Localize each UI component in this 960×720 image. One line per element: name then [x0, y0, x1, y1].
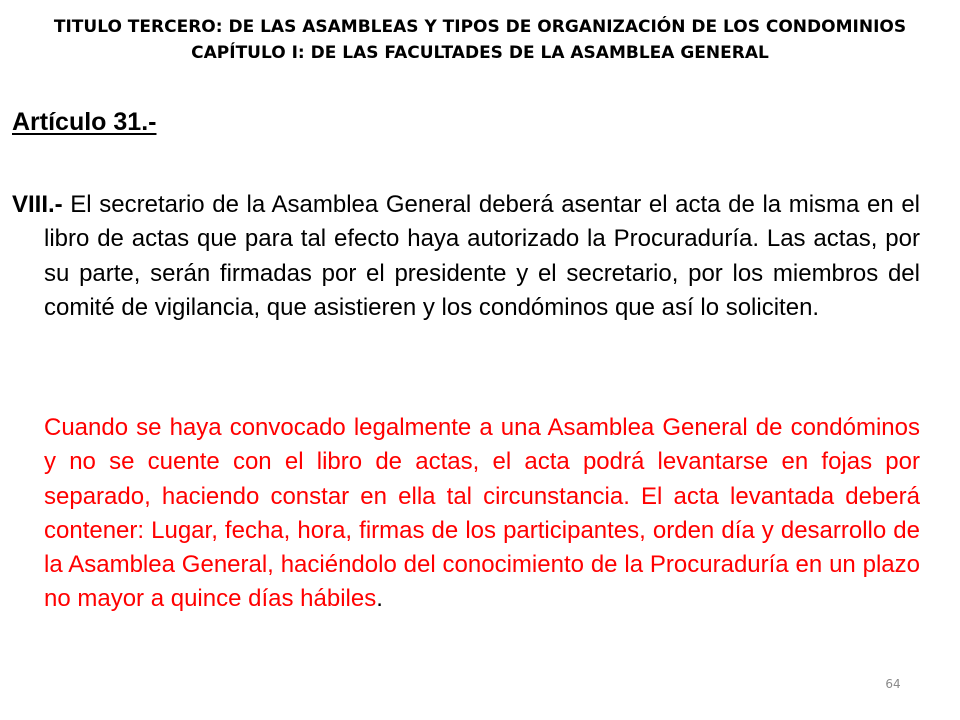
- slide-header: [0, 14, 960, 66]
- reform-text: Cuando se haya convocado legalmente a una Asamblea General de condóminos y no se cuente con el libro de actas, el acta podrá levantarse en fojas por separado, haciendo constar en ella tal circunstancia. El acta levantada deberá contener: Lugar, fecha, hora, firmas de los participantes, orden día y desarrollo de la Asamblea General, haciéndolo del conocimiento de la Procuraduría en un plazo no mayor a quince días hábiles: [44, 414, 920, 613]
- fraction-text: El secretario de la Asamblea General deberá asentar el acta de la misma en el libro de actas que para tal efecto haya autorizado la Procuraduría. Las actas, por su parte, serán firmadas por el presidente y el secretario, por los miembros del comité de vigilancia, que asistieren y los condóminos que así lo soliciten.: [44, 191, 920, 321]
- article-heading: Artículo 31.-: [12, 108, 157, 136]
- reform-paragraph: [44, 411, 920, 617]
- fraction-number: VIII.-: [12, 191, 71, 218]
- header-title-line: TITULO TERCERO: DE LAS ASAMBLEAS Y TIPOS DE ORGANIZACIÓN DE LOS CONDOMINIOS: [53, 17, 907, 37]
- reform-final-period: .: [376, 585, 383, 613]
- fraction-viii-paragraph: [12, 188, 920, 325]
- page-number: 64: [885, 677, 901, 691]
- header-chapter-line: CAPÍTULO I: DE LAS FACULTADES DE LA ASAMBLEA GENERAL: [191, 43, 769, 63]
